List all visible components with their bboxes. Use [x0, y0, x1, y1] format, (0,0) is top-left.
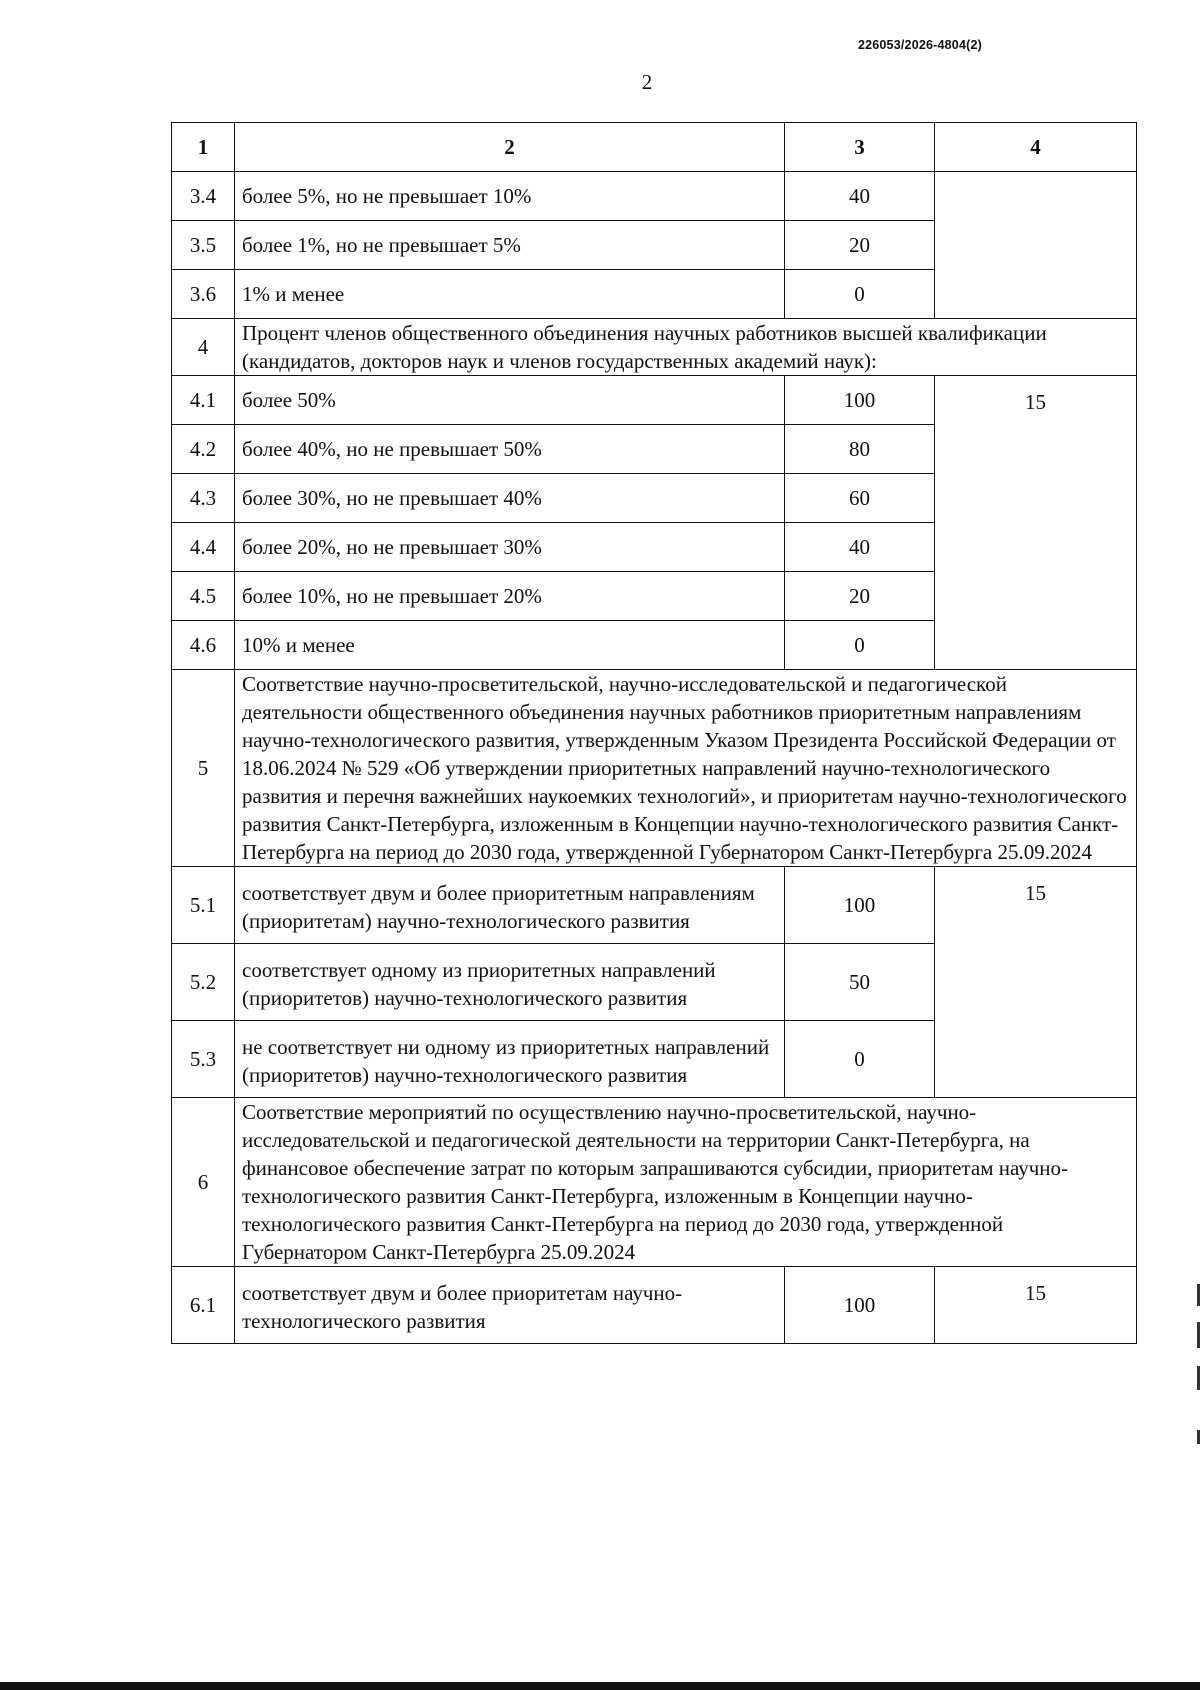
row-score: 0: [785, 621, 935, 670]
row-score: 40: [785, 172, 935, 221]
row-text: соответствует двум и более приоритетным направлениям (приоритетам) научно-технологического развития: [235, 867, 785, 944]
table-row: [172, 1267, 1137, 1344]
row-number: 5.3: [172, 1021, 235, 1098]
row-number: 4.3: [172, 474, 235, 523]
criteria-table: [171, 122, 1137, 1344]
row-text: соответствует одному из приоритетных направлений (приоритетов) научно-технологического развития: [235, 944, 785, 1021]
row-score: 100: [785, 867, 935, 944]
row-weight-empty: [935, 172, 1137, 319]
row-number: 4.2: [172, 425, 235, 474]
row-text: 10% и менее: [235, 621, 785, 670]
document-id: 226053/2026-4804(2): [857, 38, 982, 52]
row-number: 4.6: [172, 621, 235, 670]
row-weight: 15: [935, 376, 1137, 670]
row-text: не соответствует ни одному из приоритетных направлений (приоритетов) научно-технологического развития: [235, 1021, 785, 1098]
column-header-3: 3: [785, 123, 935, 172]
row-score: 0: [785, 270, 935, 319]
column-header-2: 2: [235, 123, 785, 172]
column-header-4: 4: [935, 123, 1137, 172]
row-score: 20: [785, 572, 935, 621]
table-row: [172, 376, 1137, 425]
row-text: 1% и менее: [235, 270, 785, 319]
section-number: 4: [172, 319, 235, 376]
row-number: 3.4: [172, 172, 235, 221]
row-number: 6.1: [172, 1267, 235, 1344]
section-number: 6: [172, 1098, 235, 1267]
table-header-row: [172, 123, 1137, 172]
row-number: 4.4: [172, 523, 235, 572]
page-number: 2: [641, 70, 653, 94]
row-text: соответствует двум и более приоритетам научно-технологического развития: [235, 1267, 785, 1344]
row-score: 100: [785, 376, 935, 425]
row-text: более 10%, но не превышает 20%: [235, 572, 785, 621]
row-score: 0: [785, 1021, 935, 1098]
row-number: 4.5: [172, 572, 235, 621]
table-section-row: [172, 1098, 1137, 1267]
table-section-row: [172, 319, 1137, 376]
row-number: 4.1: [172, 376, 235, 425]
row-text: более 1%, но не превышает 5%: [235, 221, 785, 270]
section-text: Процент членов общественного объединения научных работников высшей квалификации (кандидатов, докторов наук и членов государственных академий наук):: [235, 319, 1137, 376]
row-text: более 40%, но не превышает 50%: [235, 425, 785, 474]
row-score: 100: [785, 1267, 935, 1344]
table-row: [172, 867, 1137, 944]
scan-bottom-edge: [0, 1682, 1200, 1690]
row-number: 5.1: [172, 867, 235, 944]
row-number: 3.5: [172, 221, 235, 270]
row-weight: 15: [935, 867, 1137, 1098]
column-header-1: 1: [172, 123, 235, 172]
table-section-row: [172, 670, 1137, 867]
row-score: 50: [785, 944, 935, 1021]
section-text: Соответствие научно-просветительской, научно-исследовательской и педагогической деятельности общественного объединения научных работников приоритетным направлениям научно-технологического развития, утвержденным Указом Президента Российской Федерации от 18.06.2024 № 529 «Об утверждении приоритетных направлений научно-технологического развития и перечня важнейших наукоемких технологий», и приоритетам научно-технологического развития Санкт-Петербурга, изложенным в Концепции научно-технологического развития Санкт-Петербурга на период до 2030 года, утвержденной Губернатором Санкт-Петербурга 25.09.2024: [235, 670, 1137, 867]
row-number: 5.2: [172, 944, 235, 1021]
row-number: 3.6: [172, 270, 235, 319]
row-score: 20: [785, 221, 935, 270]
section-number: 5: [172, 670, 235, 867]
row-score: 40: [785, 523, 935, 572]
row-score: 80: [785, 425, 935, 474]
row-text: более 30%, но не превышает 40%: [235, 474, 785, 523]
row-text: более 20%, но не превышает 30%: [235, 523, 785, 572]
row-weight: 15: [935, 1267, 1137, 1344]
row-text: более 5%, но не превышает 10%: [235, 172, 785, 221]
row-text: более 50%: [235, 376, 785, 425]
table-row: [172, 172, 1137, 221]
section-text: Соответствие мероприятий по осуществлению научно-просветительской, научно-исследовательской и педагогической деятельности на территории Санкт-Петербурга, на финансовое обеспечение затрат по которым запрашиваются субсидии, приоритетам научно-технологического развития Санкт-Петербурга, изложенным в Концепции научно-технологического развития Санкт-Петербурга на период до 2030 года, утвержденной Губернатором Санкт-Петербурга 25.09.2024: [235, 1098, 1137, 1267]
row-score: 60: [785, 474, 935, 523]
